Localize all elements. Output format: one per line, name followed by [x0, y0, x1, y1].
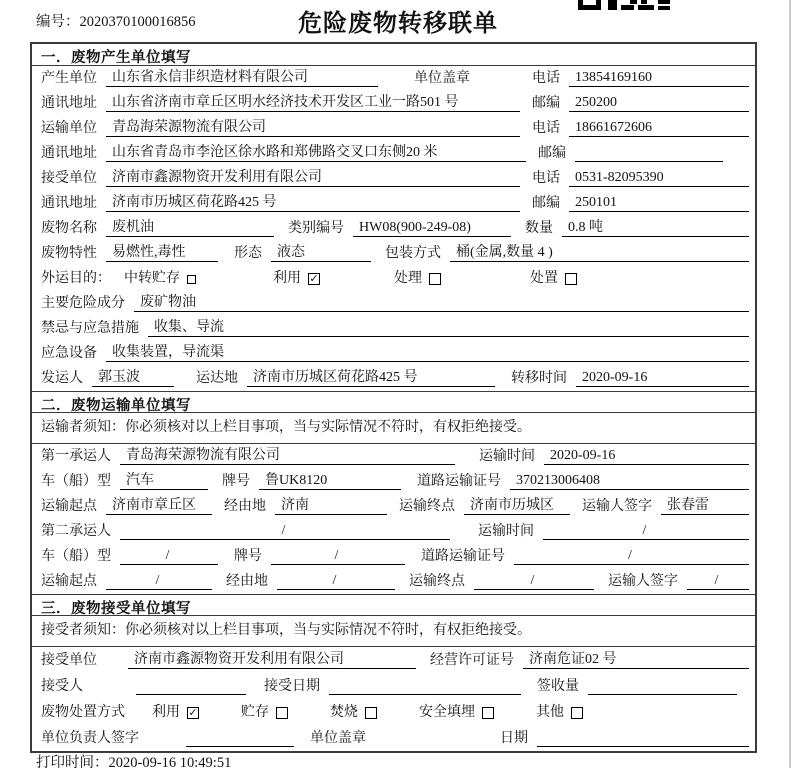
- receiver-unit-label: 接受单位: [41, 171, 97, 186]
- emergency-equipment-row: [32, 341, 755, 366]
- road-license2-value: /: [514, 548, 749, 565]
- carrier2-row: [32, 519, 755, 544]
- receiver-address-label: 通讯地址: [41, 196, 97, 211]
- waste-property-label: 废物特性: [41, 246, 97, 261]
- shipper-row: [32, 366, 755, 391]
- transporter-notice-text: 运输者须知：你必须核对以上栏目事项，当与实际情况不符时，有权拒绝接受。: [41, 420, 531, 435]
- unit-seal2-label: 单位盖章: [310, 731, 366, 746]
- transporter-phone-value: 18661672606: [569, 120, 749, 137]
- purpose-option-treat: [394, 270, 441, 287]
- packing-label: 包装方式: [385, 246, 441, 261]
- quantity-value: 0.8 吨: [562, 220, 749, 237]
- disposal-method-row: [32, 699, 755, 725]
- producer-address-value: 山东省济南市章丘区明水经济技术开发区工业一路501 号: [106, 95, 520, 112]
- producer-unit-value: 山东省永信非织造材料有限公司: [106, 70, 378, 87]
- vehicle2-value: /: [120, 548, 218, 565]
- transfer-purpose-row: [32, 266, 755, 291]
- purpose-treat-label: 处理: [394, 271, 422, 286]
- transporter-unit-label: 运输单位: [41, 121, 97, 136]
- via2-label: 经由地: [226, 574, 268, 589]
- carrier1-label: 第一承运人: [41, 449, 111, 464]
- purpose-utilize-checkbox: ✓: [309, 272, 319, 285]
- disposal-incinerate-label: 焚烧: [330, 705, 358, 720]
- leader-sign-label: 单位负责人签字: [41, 731, 139, 746]
- form-state-label: 形态: [234, 246, 262, 261]
- shipper-value: 郭玉波: [92, 370, 174, 387]
- disposal-store-label: 贮存: [241, 705, 269, 720]
- producer-zip-value: 250200: [569, 95, 749, 112]
- transfer-purpose-label: 外运目的：: [41, 271, 111, 286]
- vehicle1-label: 车（船）型: [41, 474, 111, 489]
- disposal-utilize-checkbox: ✓: [188, 706, 198, 719]
- hazard-component-label: 主要危险成分: [41, 296, 125, 311]
- accept-person-label: 接受人: [41, 679, 83, 694]
- vehicle2-label: 车（船）型: [41, 549, 111, 564]
- transporter-address-row: [32, 141, 755, 166]
- producer-phone-value: 13854169160: [569, 70, 749, 87]
- road-license2-label: 道路运输证号: [421, 549, 505, 564]
- carrier1-row: [32, 444, 755, 469]
- vehicle2-row: [32, 544, 755, 569]
- waste-property-row: [32, 241, 755, 266]
- disposal-option-utilize: [152, 704, 199, 721]
- transfer-time-label: 转移时间: [511, 371, 567, 386]
- leader-sign-row: [32, 725, 755, 751]
- end1-value: 济南市历城区: [464, 498, 570, 515]
- carrier2-value: /: [120, 523, 450, 540]
- transporter-unit-row: [32, 116, 755, 141]
- receiver-zip-label: 邮编: [532, 196, 560, 211]
- sign2-value: /: [687, 573, 749, 590]
- purpose-option-dispose: [530, 270, 577, 287]
- print-time-label: 打印时间：: [36, 755, 109, 768]
- sign-date-label: 日期: [500, 731, 528, 746]
- transporter-notice-row: [32, 413, 755, 444]
- emergency-equipment-label: 应急设备: [41, 346, 97, 361]
- disposal-landfill-label: 安全填埋: [419, 705, 475, 720]
- transport-time1-value: 2020-09-16: [544, 448, 749, 465]
- purpose-dispose-label: 处置: [530, 271, 558, 286]
- waste-name-row: [32, 216, 755, 241]
- road-license1-value: 370213006408: [510, 473, 749, 490]
- transporter-unit-value: 青岛海荣源物流有限公司: [106, 120, 520, 137]
- hazard-component-row: [32, 291, 755, 316]
- emergency-equipment-value: 收集装置，导流渠: [106, 345, 749, 362]
- transporter-phone-label: 电话: [532, 121, 560, 136]
- doc-number-label: 编号：: [36, 14, 80, 30]
- manifest-form: [30, 42, 757, 753]
- producer-address-row: [32, 91, 755, 116]
- via2-value: /: [277, 573, 395, 590]
- packing-value: 桶(金属,数量 4 ): [450, 245, 749, 262]
- receiver-unit-value: 济南市鑫源物资开发利用有限公司: [106, 170, 520, 187]
- plate1-label: 牌号: [222, 474, 250, 489]
- producer-zip-label: 邮编: [532, 96, 560, 111]
- end2-value: /: [474, 573, 594, 590]
- accept-person-value: [136, 678, 246, 695]
- origin1-label: 运输起点: [41, 499, 97, 514]
- purpose-option-utilize: [273, 270, 320, 287]
- accept-date-value: [329, 678, 521, 695]
- purpose-dispose-checkbox: [565, 273, 577, 285]
- disposal-option-store: [241, 704, 288, 721]
- transfer-time-value: 2020-09-16: [576, 370, 749, 387]
- plate1-value: 鲁UK8120: [259, 473, 401, 490]
- receiver-phone-value: 0531-82095390: [569, 170, 749, 187]
- destination-label: 运达地: [196, 371, 238, 386]
- transporter-zip-label: 邮编: [538, 146, 566, 161]
- receiver-unit-row: [32, 166, 755, 191]
- shipper-label: 发运人: [41, 371, 83, 386]
- vehicle1-row: [32, 469, 755, 494]
- disposal-other-label: 其他: [536, 705, 564, 720]
- accept-unit-value: 济南市鑫源物资开发利用有限公司: [128, 652, 416, 669]
- route2-row: [32, 569, 755, 594]
- origin1-value: 济南市章丘区: [106, 498, 212, 515]
- producer-unit-row: [32, 66, 755, 91]
- accept-person-row: [32, 673, 755, 699]
- hazard-component-value: 废矿物油: [134, 295, 749, 312]
- sign1-value: 张春雷: [661, 498, 749, 515]
- receiver-phone-label: 电话: [532, 171, 560, 186]
- purpose-treat-checkbox: [429, 273, 441, 285]
- unit-seal-label: 单位盖章: [414, 71, 470, 86]
- disposal-option-landfill: [419, 704, 494, 721]
- category-code-label: 类别编号: [288, 221, 344, 236]
- disposal-method-label: 废物处置方式: [41, 705, 125, 720]
- carrier1-value: 青岛海荣源物流有限公司: [120, 448, 455, 465]
- disposal-incinerate-checkbox: [365, 707, 377, 719]
- via1-value: 济南: [275, 498, 387, 515]
- print-time-value: 2020-09-16 10:49:51: [108, 755, 232, 768]
- plate2-value: /: [271, 548, 405, 565]
- sign1-label: 运输人签字: [582, 499, 652, 514]
- qr-code-icon: [578, 0, 672, 11]
- route1-row: [32, 494, 755, 519]
- transport-time2-value: /: [543, 523, 749, 540]
- form-state-value: 液态: [271, 245, 371, 262]
- taboo-measures-value: 收集、导流: [148, 320, 749, 337]
- taboo-measures-row: [32, 316, 755, 341]
- producer-address-label: 通讯地址: [41, 96, 97, 111]
- disposal-option-incinerate: [330, 704, 377, 721]
- purpose-transfer-storage-label: 中转贮存: [124, 271, 180, 286]
- end1-label: 运输终点: [399, 499, 455, 514]
- plate2-label: 牌号: [234, 549, 262, 564]
- accept-date-label: 接受日期: [264, 679, 320, 694]
- section3-header: 三．废物接受单位填写: [32, 594, 755, 616]
- waste-name-label: 废物名称: [41, 221, 97, 236]
- taboo-measures-label: 禁忌与应急措施: [41, 321, 139, 336]
- leader-sign-value: [186, 730, 294, 747]
- disposal-other-checkbox: [571, 707, 583, 719]
- receiver-notice-text: 接受者须知：你必须核对以上栏目事项，当与实际情况不符时，有权拒绝接受。: [41, 623, 531, 638]
- disposal-landfill-checkbox: [482, 707, 494, 719]
- purpose-utilize-label: 利用: [273, 271, 301, 286]
- print-time: [36, 751, 231, 768]
- category-code-value: HW08(900-249-08): [353, 220, 511, 237]
- origin2-value: /: [106, 573, 212, 590]
- page-edge-divider: [789, 0, 791, 768]
- permit-number-value: 济南危证02 号: [523, 652, 749, 669]
- vehicle1-value: 汽车: [120, 473, 208, 490]
- permit-number-label: 经营许可证号: [430, 653, 514, 668]
- receiver-address-row: [32, 191, 755, 216]
- producer-unit-label: 产生单位: [41, 71, 97, 86]
- transport-time1-label: 运输时间: [479, 449, 535, 464]
- carrier2-label: 第二承运人: [41, 524, 111, 539]
- page-title: 危险废物转移联单: [298, 10, 498, 37]
- accept-unit-row: [32, 647, 755, 673]
- purpose-option-transfer-storage: [124, 270, 196, 287]
- disposal-utilize-label: 利用: [152, 705, 180, 720]
- disposal-store-checkbox: [276, 707, 288, 719]
- section2-header: 二．废物运输单位填写: [32, 391, 755, 413]
- disposal-option-other: [536, 704, 583, 721]
- doc-number-value: 2020370100016856: [79, 14, 196, 30]
- receiver-notice-row: [32, 616, 755, 647]
- waste-property-value: 易燃性,毒性: [106, 245, 218, 262]
- quantity-label: 数量: [525, 221, 553, 236]
- destination-value: 济南市历城区荷花路425 号: [247, 370, 495, 387]
- receiver-address-value: 济南市历城区荷花路425 号: [106, 195, 520, 212]
- receipt-amount-value: [588, 678, 737, 695]
- road-license1-label: 道路运输证号: [417, 474, 501, 489]
- via1-label: 经由地: [224, 499, 266, 514]
- sign2-label: 运输人签字: [608, 574, 678, 589]
- sign-date-value: [537, 730, 749, 747]
- waste-name-value: 废机油: [106, 220, 274, 237]
- receiver-zip-value: 250101: [569, 195, 749, 212]
- receipt-amount-label: 签收量: [537, 679, 579, 694]
- purpose-transfer-storage-checkbox: [187, 275, 196, 284]
- accept-unit-label: 接受单位: [41, 653, 97, 668]
- transporter-address-value: 山东省青岛市李沧区徐水路和郑佛路交叉口东侧20 米: [106, 145, 526, 162]
- transporter-zip-value: [575, 145, 723, 162]
- origin2-label: 运输起点: [41, 574, 97, 589]
- transporter-address-label: 通讯地址: [41, 146, 97, 161]
- producer-phone-label: 电话: [532, 71, 560, 86]
- section1-header: 一．废物产生单位填写: [32, 44, 755, 66]
- end2-label: 运输终点: [409, 574, 465, 589]
- transport-time2-label: 运输时间: [478, 524, 534, 539]
